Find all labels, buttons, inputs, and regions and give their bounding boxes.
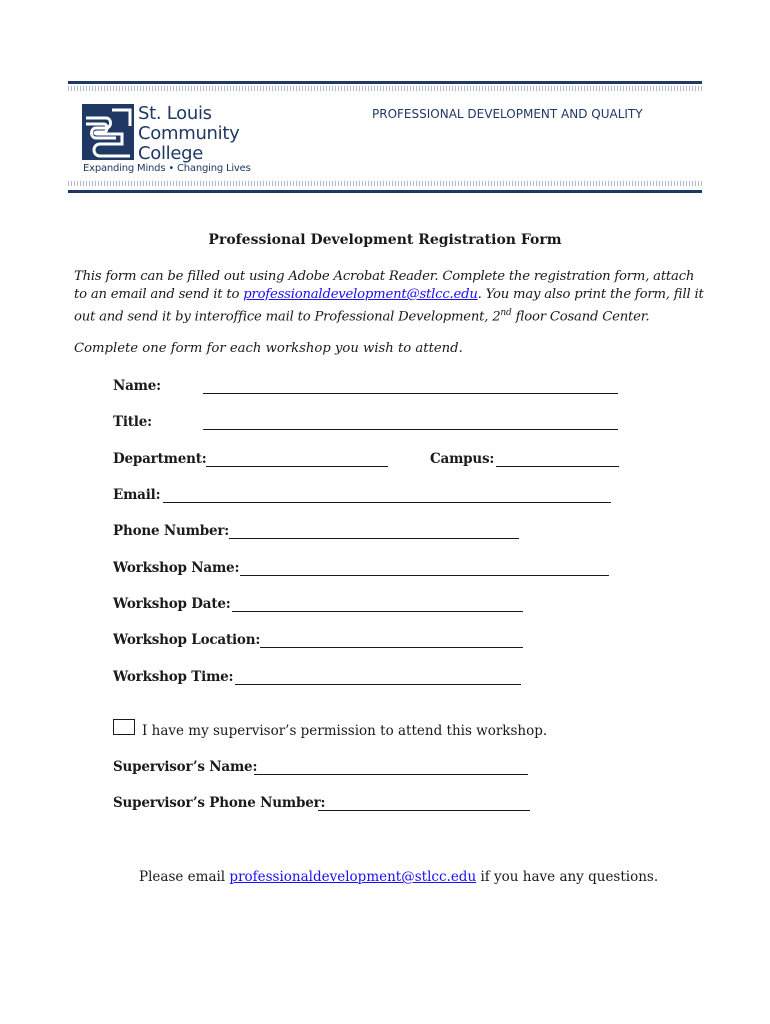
campus-field[interactable]	[496, 465, 619, 467]
college-name-line-1: St. Louis	[138, 103, 212, 124]
footer-email-link[interactable]: professionaldevelopment@stlcc.edu	[229, 869, 477, 885]
header-bottom-dotted-rule	[68, 181, 702, 186]
intro-text-1: This form can be filled out using Adobe Acrobat Reader. Complete the registration form, attach to an email and send it to	[74, 269, 695, 302]
college-name	[138, 104, 239, 164]
workshop-location-label: Workshop Location:	[113, 632, 261, 648]
college-name-line-2: Community	[138, 123, 240, 144]
header-top-rule	[68, 81, 702, 84]
supervisor-name-label: Supervisor’s Name:	[113, 759, 258, 775]
name-label: Name:	[113, 378, 161, 394]
supervisor-phone-label: Supervisor’s Phone Number:	[113, 795, 326, 811]
intro-text-2: . You may also print the form, fill it out and send it by interoffice mail to Professional Development, 2	[74, 287, 704, 325]
header-top-dotted-rule	[68, 86, 702, 91]
workshop-date-label: Workshop Date:	[113, 596, 231, 612]
email-label: Email:	[113, 487, 161, 503]
header-bottom-rule	[68, 190, 702, 193]
intro-superscript: nd	[500, 308, 512, 318]
workshop-location-field[interactable]	[260, 646, 523, 648]
tagline: Expanding Minds • Changing Lives	[83, 163, 251, 174]
department-field[interactable]	[206, 465, 388, 467]
department-heading: PROFESSIONAL DEVELOPMENT AND QUALITY	[372, 107, 643, 121]
workshop-time-label: Workshop Time:	[113, 669, 234, 685]
workshop-name-field[interactable]	[240, 574, 609, 576]
supervisor-name-field[interactable]	[254, 773, 528, 775]
footer-note	[139, 869, 658, 885]
department-label: Department:	[113, 451, 207, 467]
instruction-text: Complete one form for each workshop you wish to attend.	[74, 341, 463, 356]
intro-text-3: floor Cosand Center.	[511, 309, 650, 325]
supervisor-phone-field[interactable]	[318, 809, 530, 811]
college-name-line-3: College	[138, 143, 204, 164]
workshop-time-field[interactable]	[235, 683, 521, 685]
form-title: Professional Development Registration Form	[208, 232, 562, 248]
workshop-name-label: Workshop Name:	[113, 560, 240, 576]
workshop-date-field[interactable]	[232, 610, 523, 612]
name-field[interactable]	[203, 392, 618, 394]
permission-label: I have my supervisor’s permission to attend this workshop.	[142, 723, 548, 739]
email-field[interactable]	[163, 501, 611, 503]
footer-text-2: if you have any questions.	[476, 869, 659, 885]
intro-paragraph	[74, 268, 704, 326]
permission-checkbox[interactable]	[113, 719, 135, 735]
phone-field[interactable]	[229, 537, 519, 539]
title-field[interactable]	[203, 428, 618, 430]
title-label: Title:	[113, 414, 152, 430]
college-logo-icon	[82, 104, 134, 160]
campus-label: Campus:	[430, 451, 495, 467]
phone-label: Phone Number:	[113, 523, 230, 539]
email-link[interactable]: professionaldevelopment@stlcc.edu	[243, 287, 478, 302]
footer-text-1: Please email	[139, 869, 230, 885]
